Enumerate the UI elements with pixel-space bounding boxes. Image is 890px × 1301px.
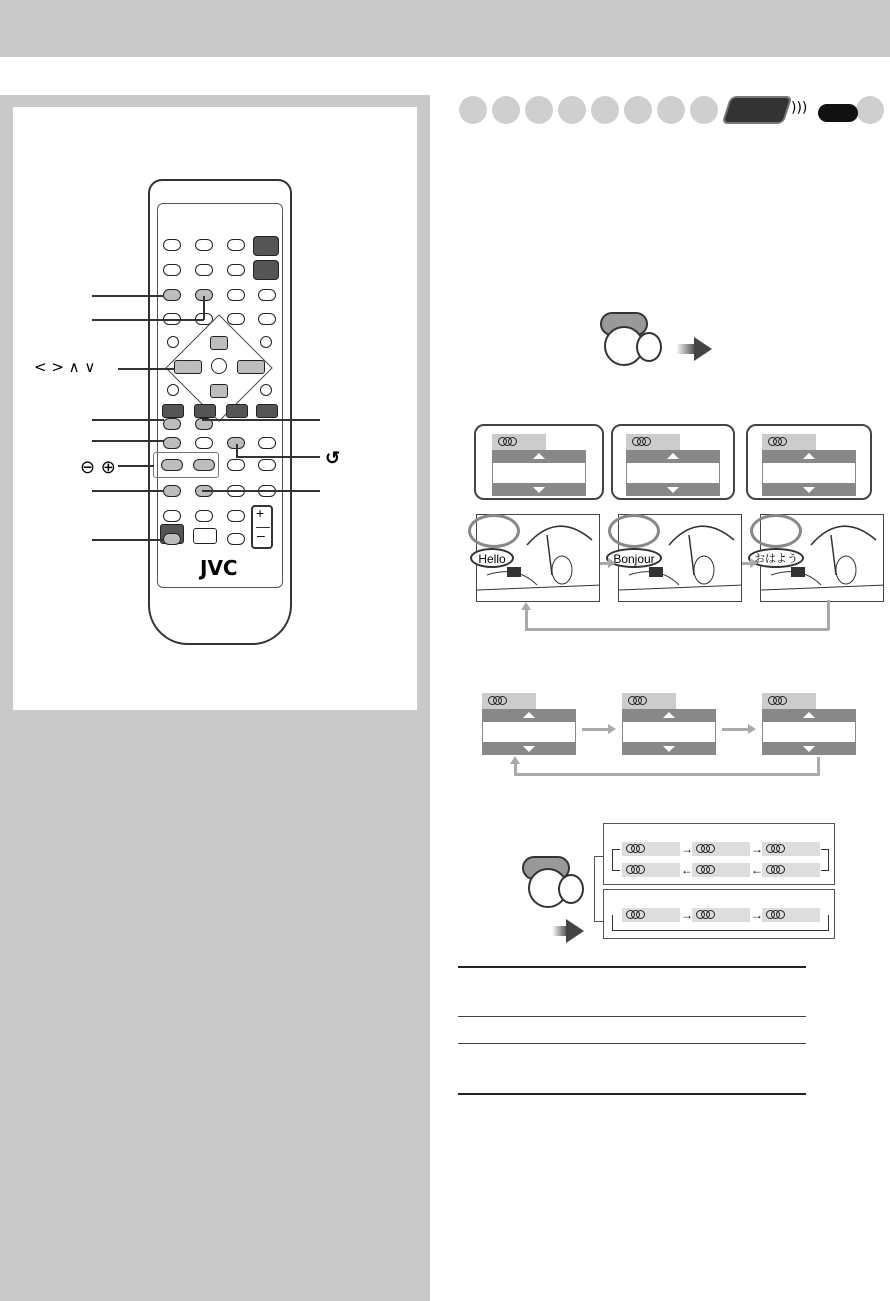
cursor-left-button[interactable]	[174, 360, 202, 374]
remote-button[interactable]	[253, 260, 279, 280]
remote-button[interactable]	[227, 459, 245, 471]
remote-button[interactable]	[167, 384, 179, 396]
remote-button[interactable]	[256, 404, 278, 418]
speech-bubble: Bonjour	[606, 548, 662, 568]
audio-icon	[632, 437, 652, 447]
plus-button[interactable]	[193, 459, 215, 471]
osd-audio-display	[762, 434, 856, 496]
up-arrow-icon	[803, 712, 815, 718]
arrow-right-icon: →	[751, 842, 763, 856]
arrow-up-icon	[521, 602, 531, 610]
cycle-return-line	[827, 600, 830, 630]
remote-button[interactable]	[194, 404, 216, 418]
up-arrow-icon	[667, 453, 679, 459]
speech-bubble: Hello	[470, 548, 514, 568]
enter-button[interactable]	[211, 358, 227, 374]
mode-badge	[818, 104, 858, 122]
remote-button[interactable]	[260, 384, 272, 396]
remote-button[interactable]	[226, 404, 248, 418]
remote-button[interactable]	[258, 437, 276, 449]
audio-icon	[696, 865, 716, 875]
remote-button[interactable]	[193, 528, 217, 544]
callout-line	[118, 465, 154, 467]
remote-button[interactable]	[258, 459, 276, 471]
callout-line	[118, 368, 174, 370]
osd-audio-display	[622, 693, 716, 755]
remote-button[interactable]	[258, 289, 276, 301]
arrow-right-icon: →	[681, 842, 693, 856]
arrow-right-icon: →	[681, 908, 693, 922]
step-dot	[558, 96, 586, 124]
minus-plus-label: ⊖ ⊕	[80, 457, 116, 478]
osd-highlight-circle	[608, 514, 660, 548]
step-dot	[657, 96, 685, 124]
arrow-right-icon	[748, 724, 756, 734]
sequence-cell	[692, 842, 750, 856]
volume-plus-label: +	[256, 505, 265, 521]
remote-button[interactable]	[163, 264, 181, 276]
remote-button[interactable]	[167, 336, 179, 348]
remote-button[interactable]	[163, 437, 181, 449]
step-dot	[459, 96, 487, 124]
loop-bracket	[612, 849, 620, 871]
arrow-shaft	[676, 344, 696, 354]
remote-button[interactable]	[163, 510, 181, 522]
audio-icon	[626, 865, 646, 875]
arrow-right-icon	[694, 337, 712, 361]
arrow-right-icon	[750, 558, 758, 568]
callout-line	[203, 296, 205, 320]
down-arrow-icon	[663, 746, 675, 752]
cursor-right-button[interactable]	[237, 360, 265, 374]
cursor-keys-label: < > ∧ ∨	[34, 358, 96, 376]
osd-audio-display	[492, 434, 586, 496]
volume-rocker[interactable]	[251, 505, 273, 549]
audio-icon	[768, 696, 788, 706]
remote-button[interactable]	[195, 264, 213, 276]
down-arrow-icon	[523, 746, 535, 752]
osd-highlight-circle	[750, 514, 802, 548]
minus-button[interactable]	[161, 459, 183, 471]
cycle-return-line	[525, 628, 829, 631]
header-band	[0, 0, 890, 57]
step-dot	[492, 96, 520, 124]
callout-line	[202, 419, 320, 421]
audio-icon	[488, 696, 508, 706]
table-rule	[458, 966, 806, 968]
finger-icon	[636, 332, 662, 362]
finger-icon	[558, 874, 584, 904]
remote-button[interactable]	[163, 533, 181, 545]
audio-icon	[626, 844, 646, 854]
cycle-return-line	[514, 773, 820, 776]
down-arrow-icon	[667, 487, 679, 493]
volume-minus-label: –	[257, 527, 265, 543]
osd-audio-display	[626, 434, 720, 496]
arrow-right-icon	[608, 558, 616, 568]
up-arrow-icon	[533, 453, 545, 459]
remote-button[interactable]	[195, 437, 213, 449]
remote-button[interactable]	[227, 289, 245, 301]
table-rule	[458, 1043, 806, 1044]
arrow-right-icon	[608, 724, 616, 734]
remote-button[interactable]	[227, 264, 245, 276]
table-rule	[458, 1016, 806, 1017]
cycle-arrow	[722, 728, 750, 731]
arrow-up-icon	[510, 756, 520, 764]
table-rule	[458, 1093, 806, 1095]
up-arrow-icon	[663, 712, 675, 718]
remote-button[interactable]	[227, 510, 245, 522]
cycle-arrow	[582, 728, 610, 731]
audio-icon	[696, 844, 716, 854]
sequence-cell	[622, 863, 680, 877]
callout-line	[92, 490, 164, 492]
brand-logo: JVC	[200, 556, 238, 580]
audio-icon	[628, 696, 648, 706]
remote-button[interactable]	[227, 239, 245, 251]
osd-audio-display	[482, 693, 576, 755]
remote-button[interactable]	[195, 510, 213, 522]
speech-bubble: おはよう	[748, 548, 804, 568]
callout-line	[92, 419, 164, 421]
remote-power-button[interactable]	[253, 236, 279, 256]
loop-bracket	[821, 849, 829, 871]
remote-button[interactable]	[258, 313, 276, 325]
step-dot	[624, 96, 652, 124]
sequence-cell	[762, 863, 820, 877]
remote-button[interactable]	[162, 404, 184, 418]
remote-button[interactable]	[227, 313, 245, 325]
step-dot	[525, 96, 553, 124]
remote-button[interactable]	[163, 418, 181, 430]
sequence-cell	[762, 842, 820, 856]
up-arrow-icon	[523, 712, 535, 718]
step-dot	[856, 96, 884, 124]
return-icon: ↺	[325, 448, 341, 468]
callout-line	[236, 456, 320, 458]
cursor-down-button[interactable]	[210, 384, 228, 398]
remote-button[interactable]	[227, 533, 245, 545]
sequence-cell	[622, 842, 680, 856]
callout-line	[92, 440, 164, 442]
callout-line	[202, 490, 320, 492]
callout-line	[92, 295, 164, 297]
audio-icon	[498, 437, 518, 447]
callout-line	[92, 539, 164, 541]
remote-button[interactable]	[195, 239, 213, 251]
remote-button[interactable]	[163, 289, 181, 301]
disc-type-badge	[721, 96, 792, 124]
audio-icon	[766, 865, 786, 875]
arrow-left-icon: ←	[681, 863, 693, 877]
remote-button[interactable]	[163, 239, 181, 251]
arrow-left-icon: ←	[751, 863, 763, 877]
down-arrow-icon	[803, 746, 815, 752]
remote-signal-icon: )))	[791, 100, 808, 116]
arrow-right-icon	[566, 919, 584, 943]
down-arrow-icon	[803, 487, 815, 493]
arrow-right-icon: →	[751, 908, 763, 922]
osd-audio-display	[762, 693, 856, 755]
down-arrow-icon	[533, 487, 545, 493]
sequence-cell	[692, 863, 750, 877]
callout-line	[236, 444, 238, 457]
remote-button[interactable]	[260, 336, 272, 348]
audio-icon	[766, 844, 786, 854]
remote-button[interactable]	[163, 485, 181, 497]
step-dot	[690, 96, 718, 124]
up-arrow-icon	[803, 453, 815, 459]
step-dot	[591, 96, 619, 124]
callout-line	[92, 319, 204, 321]
cycle-return-line	[514, 762, 517, 776]
osd-highlight-circle	[468, 514, 520, 548]
cycle-return-line	[817, 757, 820, 776]
audio-icon	[768, 437, 788, 447]
loop-bracket	[612, 915, 829, 931]
cursor-up-button[interactable]	[210, 336, 228, 350]
